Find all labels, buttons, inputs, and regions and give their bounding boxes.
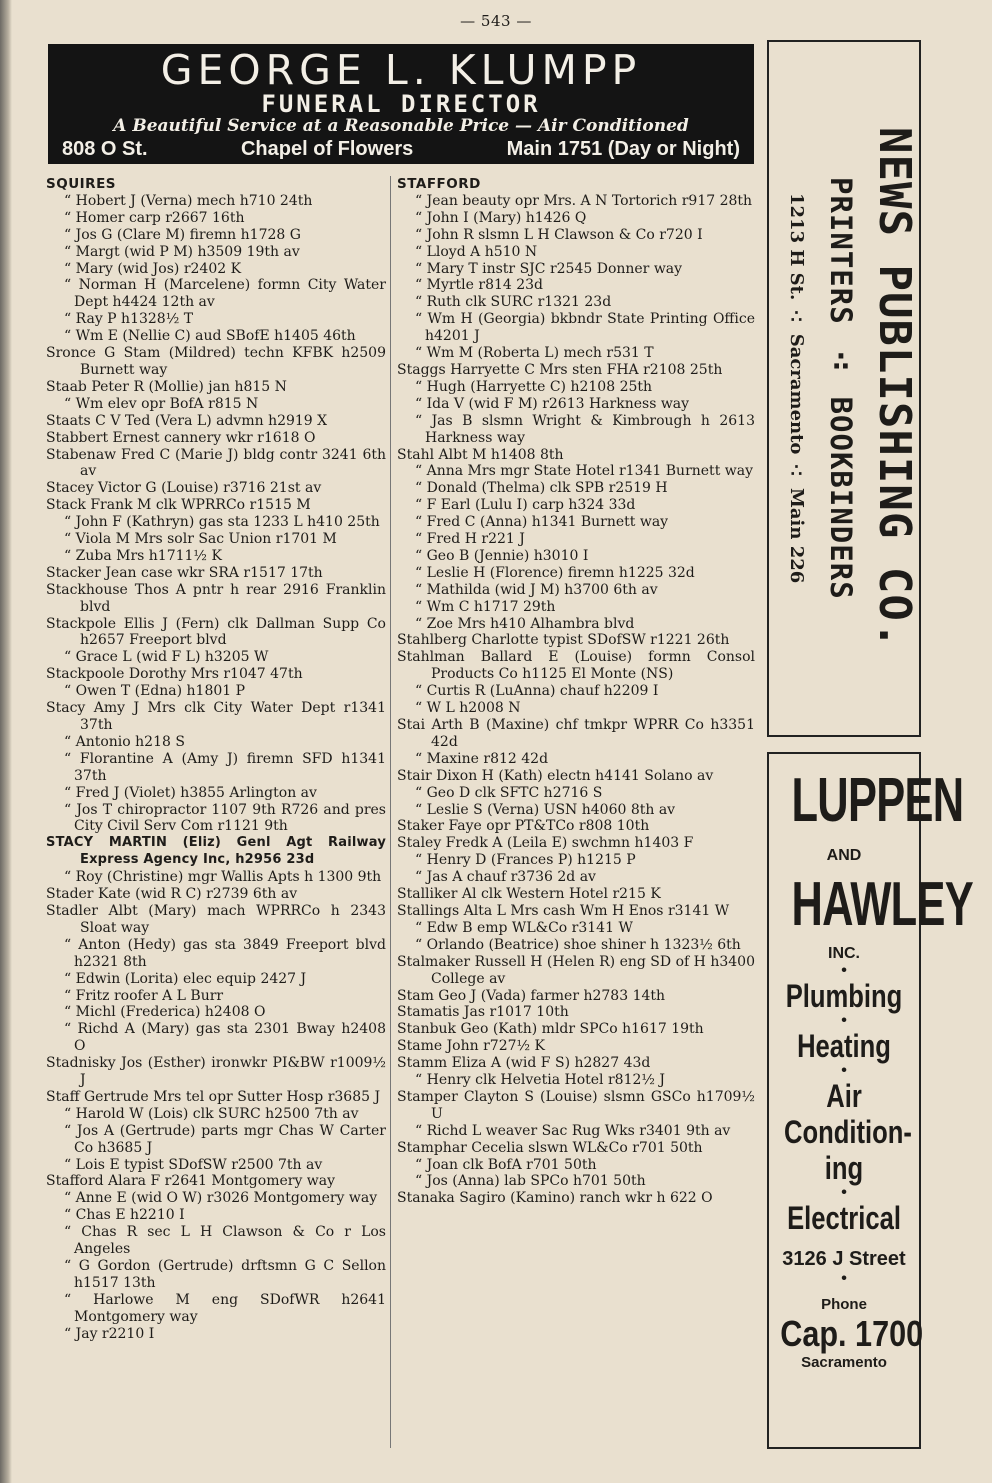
listing-entry: “ Fritz roofer A L Burr — [64, 987, 224, 1004]
listing-entry: “ Antonio h218 S — [64, 733, 185, 750]
listing-entry: “ Fred H r221 J — [415, 531, 525, 548]
listing-entry: Stair Dixon H (Kath) electn h4141 Solano av — [397, 767, 714, 784]
listing-entry: “ Jas A chauf r3736 2d av — [415, 869, 596, 886]
listing-entry: “ Jean beauty opr Mrs. A N Tortorich r917 28th — [415, 192, 753, 209]
listing-entry: “ Richd L weaver Sac Rug Wks r3401 9th av — [415, 1122, 731, 1139]
listing-entry: “ Geo D clk SFTC h2716 S — [415, 784, 603, 801]
listing-entry: “ Leslie S (Verna) USN h4060 8th av — [415, 801, 676, 818]
listing-entry: Stai Arth B (Maxine) chf tmkpr WPRR Co h3351 42d — [397, 717, 755, 750]
listing-entry: Staats C V Ted (Vera L) advmn h2919 X — [46, 412, 328, 429]
listing-entry: Staley Fredk A (Leila E) swchmn h1403 F — [397, 835, 694, 852]
luppen-phone: Cap. 1700 — [780, 1313, 924, 1354]
listing-entry: “ Anne E (wid O W) r3026 Montgomery way — [64, 1190, 378, 1207]
listing-entry: Stanbuk Geo (Kath) mldr SPCo h1617 19th — [397, 1021, 704, 1038]
listing-entry: Stafford Alara F r2641 Montgomery way — [46, 1173, 336, 1190]
listing-entry: Stackhouse Thos A pntr h rear 2916 Franklin blvd — [46, 581, 386, 615]
listing-entry: “ Hugh (Harryette C) h2108 25th — [415, 378, 653, 395]
listing-entry: “ Henry clk Helvetia Hotel r812½ J — [415, 1072, 666, 1089]
listing-entry: Stahlberg Charlotte typist SDofSW r1221 26th — [397, 632, 730, 649]
surname-header: SQUIRES — [46, 176, 117, 192]
listing-entry: “ Jas B slsmn Wright & Kimbrough h 2613 Harkness way — [415, 412, 755, 446]
hawley-brand: HAWLEY — [791, 870, 973, 939]
listing-entry: Stadnisky Jos (Esther) ironwkr PI&BW r1009½ J — [46, 1055, 386, 1089]
listing-entry: “ Fred J (Violet) h3855 Arlington av — [64, 784, 317, 801]
listing-entry: “ Florantine A (Amy J) firemn SFD h1341 37th — [64, 750, 386, 784]
listing-entry: Staker Faye opr PT&TCo r808 10th — [397, 818, 650, 835]
listing-entry: “ Jos A (Gertrude) parts mgr Chas W Carter Co h3685 J — [64, 1122, 386, 1156]
listing-entry: “ John R slsmn L H Clawson & Co r720 I — [415, 226, 703, 243]
listing-entry: Stackpoole Dorothy Mrs r1047 47th — [46, 666, 303, 683]
listing-entry: Stader Kate (wid R C) r2739 6th av — [46, 886, 298, 903]
listing-entry: Stabenaw Fred C (Marie J) bldg contr 3241 6th av — [46, 446, 386, 480]
listing-entry: “ Roy (Christine) mgr Wallis Apts h 1300 9th — [64, 869, 382, 886]
listing-entry: “ Margt (wid P M) h3509 19th av — [64, 243, 300, 260]
listing-entry: Stamper Clayton S (Louise) slsmn GSCo h1709½ U — [397, 1088, 755, 1122]
luppen-city: Sacramento — [801, 1354, 887, 1371]
listing-entry: Stadler Albt (Mary) mach WPRRCo h 2343 Sloat way — [46, 902, 386, 936]
listing-entry: “ John I (Mary) h1426 Q — [415, 209, 587, 226]
listing-entry: Stamm Eliza A (wid F S) h2827 43d — [397, 1055, 651, 1072]
listing-entry: “ Norman H (Marcelene) formn City Water Dept h4424 12th av — [64, 277, 386, 311]
surname-header: STAFFORD — [397, 176, 481, 192]
service-electrical: Electrical — [787, 1200, 901, 1236]
klumpp-title: FUNERAL DIRECTOR — [261, 90, 541, 118]
luppen-and: AND — [826, 847, 862, 864]
listing-entry: Stabbert Ernest cannery wkr r1618 O — [46, 429, 316, 446]
listing-entry: Stame John r727½ K — [397, 1038, 545, 1055]
listing-entry: “ Zuba Mrs h1711½ K — [64, 547, 222, 564]
service-air: Air — [826, 1078, 862, 1114]
bullet-dot-icon: • — [841, 1184, 847, 1201]
listing-entry: Stacy Amy J Mrs clk City Water Dept r1341 37th — [46, 700, 386, 733]
klumpp-funeral-ad — [48, 44, 754, 164]
listing-entry: Stacey Victor G (Louise) r3716 21st av — [46, 480, 322, 497]
listing-entry: “ Viola M Mrs solr Sac Union r1701 M — [64, 531, 337, 548]
bullet-dot-icon: • — [841, 1062, 847, 1079]
listing-entry: “ Mary (wid Jos) r2402 K — [64, 260, 242, 277]
listing-entry: “ Mathilda (wid J M) h3700 6th av — [415, 581, 658, 598]
listing-entry: “ Curtis R (LuAnna) chauf h2209 I — [415, 683, 659, 700]
luppen-hawley-ad — [767, 752, 973, 1449]
listing-entry: “ Ray P h1328½ T — [64, 311, 194, 328]
listing-entry: “ G Gordon (Gertrude) drftsmn G C Sellon h1517 13th — [64, 1258, 386, 1291]
listing-entry: “ Henry D (Frances P) h1215 P — [415, 852, 636, 869]
listing-entry: “ Wm elev opr BofA r815 N — [64, 395, 259, 412]
listing-entry: “ Jos T chiropractor 1107 9th R726 and pres City Civil Serv Com r1121 9th — [64, 801, 386, 835]
listing-entry: “ Ruth clk SURC r1321 23d — [415, 294, 612, 311]
page-number: — 543 — — [460, 12, 532, 30]
listing-entry: Staff Gertrude Mrs tel opr Sutter Hosp r3685 J — [46, 1088, 381, 1105]
listing-entry: “ Wm H (Georgia) bkbndr State Printing Office h4201 J — [415, 311, 755, 345]
listing-entry: “ Orlando (Beatrice) shoe shiner h 1323½ 6th — [415, 936, 741, 953]
luppen-inc: INC. — [828, 945, 860, 962]
listing-entry: “ Donald (Thelma) clk SPB r2519 H — [415, 480, 668, 497]
listing-entry: “ Chas R sec L H Clawson & Co r Los Angeles — [64, 1224, 386, 1258]
listing-entry: Stam Geo J (Vada) farmer h2783 14th — [397, 987, 666, 1004]
bullet-dot-icon: • — [841, 1012, 847, 1029]
news-publishing-address: 1213 H St. ∴ Sacramento ∴ Main 226 — [786, 193, 807, 584]
listing-entry: “ Wm C h1717 29th — [415, 598, 556, 615]
listing-entry: “ Zoe Mrs h410 Alhambra blvd — [415, 615, 635, 632]
listing-entry: “ Anton (Hedy) gas sta 3849 Freeport blvd h2321 8th — [64, 936, 386, 970]
listing-entry: “ Edw B emp WL&Co r3141 W — [415, 919, 633, 936]
listing-entry: Stamphar Cecelia slswn WL&Co r701 50th — [397, 1139, 703, 1156]
listing-entry: Stackpole Ellis J (Fern) clk Dallman Supp Co h2657 Freeport blvd — [46, 615, 386, 649]
listing-entry: “ Jos G (Clare M) firemn h1728 G — [64, 226, 301, 243]
listing-entry: “ Anna Mrs mgr State Hotel r1341 Burnett way — [415, 463, 754, 480]
listing-entry: “ Wm E (Nellie C) aud SBofE h1405 46th — [64, 328, 356, 345]
listing-entry: “ W L h2008 N — [415, 700, 521, 717]
listing-entry: Stanaka Sagiro (Kamino) ranch wkr h 622 O — [397, 1190, 713, 1207]
service-condition: Condition- — [784, 1114, 912, 1150]
listing-entry: “ Chas E h2210 I — [64, 1207, 185, 1224]
listing-entry: “ Lloyd A h510 N — [415, 243, 538, 260]
listing-entry: “ F Earl (Lulu I) carp h324 33d — [415, 497, 636, 514]
listing-entry: “ Maxine r812 42d — [415, 750, 549, 767]
listing-entry: “ Edwin (Lorita) elec equip 2427 J — [64, 970, 307, 987]
news-publishing-tagline: PRINTERS ∴ BOOKBINDERS — [824, 177, 858, 600]
klumpp-address: 808 O St. — [62, 138, 148, 160]
listing-entry: “ John F (Kathryn) gas sta 1233 L h410 25th — [64, 514, 380, 531]
listing-entry: Stahl Albt M h1408 8th — [397, 446, 564, 463]
klumpp-contact-line — [48, 137, 754, 161]
listing-entry: “ Ida V (wid F M) r2613 Harkness way — [415, 395, 690, 412]
listing-entry: “ Leslie H (Florence) firemn h1225 32d — [415, 564, 695, 581]
service-heating: Heating — [797, 1028, 891, 1064]
listing-entry: Stacker Jean case wkr SRA r1517 17th — [46, 564, 323, 581]
listing-entry: Stalliker Al clk Western Hotel r215 K — [397, 886, 661, 903]
listing-entry: “ Jos (Anna) lab SPCo h701 50th — [415, 1173, 646, 1190]
listing-entry: Sronce G Stam (Mildred) techn KFBK h2509 Burnett way — [46, 345, 386, 378]
listing-entry: “ Grace L (wid F L) h3205 W — [64, 649, 269, 666]
listing-entry: “ Geo B (Jennie) h3010 I — [415, 547, 589, 564]
listing-entry: “ Owen T (Edna) h1801 P — [64, 683, 246, 700]
luppen-brand: LUPPEN — [791, 766, 964, 835]
klumpp-name: GEORGE L. KLUMPP — [160, 46, 642, 94]
page-gutter-shadow — [0, 0, 12, 1483]
luppen-phone-label: Phone — [821, 1296, 867, 1313]
bullet-dot-icon: • — [841, 1270, 847, 1287]
directory-column-right — [397, 176, 755, 1207]
listing-entry: Staab Peter R (Mollie) jan h815 N — [46, 378, 287, 395]
listing-entry: Stamatis Jas r1017 10th — [397, 1004, 569, 1021]
listing-entry: “ Lois E typist SDofSW r2500 7th av — [64, 1156, 323, 1173]
listing-entry: Staggs Harryette C Mrs sten FHA r2108 25th — [397, 361, 723, 378]
listing-entry: “ Myrtle r814 23d — [415, 277, 544, 294]
listing-entry: Stallings Alta L Mrs cash Wm H Enos r3141 W — [397, 902, 730, 919]
klumpp-phone: Main 1751 (Day or Night) — [506, 138, 740, 160]
listing-entry: “ Richd A (Mary) gas sta 2301 Bway h2408 O — [64, 1021, 386, 1055]
listing-entry: “ Joan clk BofA r701 50th — [415, 1156, 597, 1173]
listing-entry: “ Homer carp r2667 16th — [64, 209, 245, 226]
klumpp-slogan: A Beautiful Service at a Reasonable Price — Air Conditioned — [113, 116, 689, 136]
luppen-address: 3126 J Street — [782, 1248, 906, 1270]
listing-entry: “ Wm M (Roberta L) mech r531 T — [415, 345, 654, 362]
listing-entry: “ Hobert J (Verna) mech h710 24th — [64, 192, 313, 209]
news-publishing-ad — [767, 40, 921, 737]
klumpp-chapel: Chapel of Flowers — [240, 138, 414, 160]
listing-entry: “ Harlowe M eng SDofWR h2641 Montgomery way — [64, 1291, 386, 1325]
listing-entry: “ Harold W (Lois) clk SURC h2500 7th av — [64, 1105, 359, 1122]
column-divider — [390, 176, 391, 1448]
listing-entry: Stalmaker Russell H (Helen R) eng SD of H h3400 College av — [397, 953, 755, 987]
service-ing: ing — [824, 1150, 864, 1186]
featured-listing-entry: STACY MARTIN (Eliz) Genl Agt Railway Express Agency Inc, h2956 23d — [46, 835, 386, 868]
listing-entry: “ Mary T instr SJC r2545 Donner way — [415, 260, 683, 277]
listing-entry: “ Fred C (Anna) h1341 Burnett way — [415, 514, 669, 531]
listing-entry: Stack Frank M clk WPRRCo r1515 M — [46, 497, 311, 514]
news-publishing-name: NEWS PUBLISHING CO. — [869, 127, 920, 650]
service-plumbing: Plumbing — [785, 978, 903, 1014]
directory-column-left — [46, 176, 386, 1343]
bullet-dot-icon: • — [841, 962, 847, 979]
listing-entry: “ Michl (Frederica) h2408 O — [64, 1004, 266, 1021]
listing-entry: Stahlman Ballard E (Louise) formn Consol Products Co h1125 El Monte (NS) — [397, 649, 755, 683]
listing-entry: “ Jay r2210 I — [64, 1325, 155, 1342]
